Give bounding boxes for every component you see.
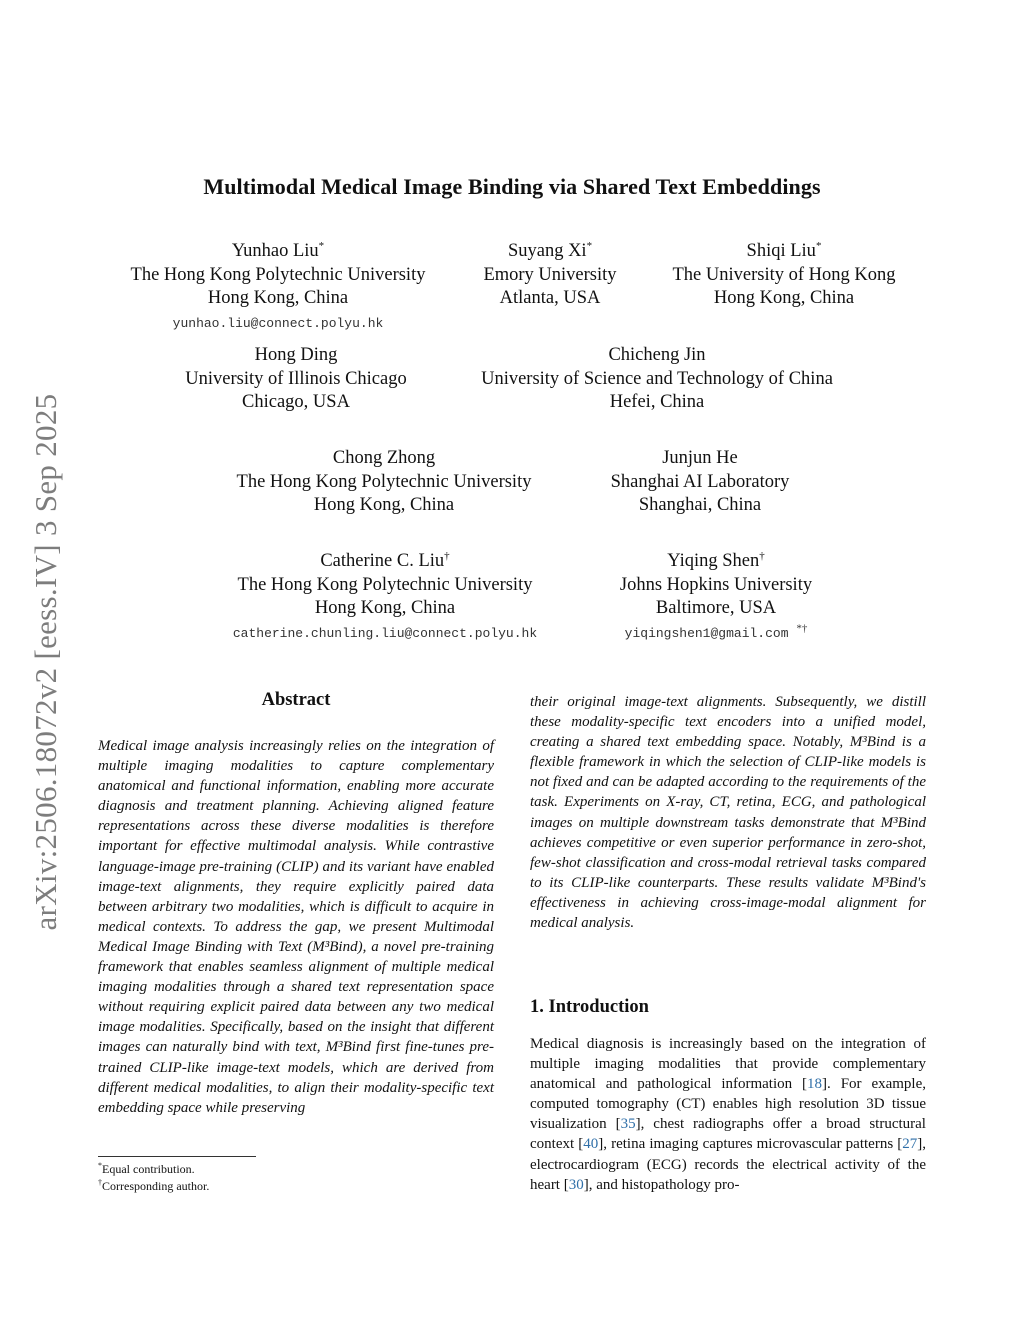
author-name: Suyang Xi — [507, 241, 587, 261]
author-name: Yiqing Shen — [667, 551, 760, 571]
footnote-text: Corresponding author. — [102, 1179, 210, 1193]
author-affiliation: The Hong Kong Polytechnic University — [237, 574, 533, 595]
author-affiliation: Shanghai AI Laboratory — [610, 471, 790, 492]
author-block — [644, 240, 924, 311]
footnote — [98, 1161, 195, 1177]
author-name: Catherine C. Liu — [320, 551, 445, 571]
author-email[interactable]: yunhao.liu@connect.polyu.hk — [172, 315, 384, 331]
author-mark: † — [444, 549, 450, 562]
intro-text: ], retina imaging captures microvascular patterns [ — [598, 1136, 903, 1153]
footnote-rule — [98, 1156, 256, 1157]
author-block — [190, 550, 580, 642]
author-location: Hefei, China — [609, 392, 705, 412]
abstract-left-column: Medical image analysis increasingly relies on the integration of multiple imaging modalities to capture complementary anatomical and functional information, enabling more accurate diagnosis and treatment planning. Achieving aligned feature representations across these diverse modalities is therefore important for effective multimodal analysis. While contrastive language-image pre-training (CLIP) and its variant have enabled image-text alignments, they require explicitly paired data between arbitrary two modalities, which is difficult to acquire in medical contexts. To address the gap, we present Multimodal Medical Image Binding with Text (M³Bind), a novel pre-training framework that enables seamless alignment of multiple medical imaging modalities through a shared text representation space without requiring explicit paired data between any two medical image modalities. Specifically, based on the insight that different images can naturally bind with text, M³Bind first fine-tunes pre-trained CLIP-like image-text models, which are derived from different medical modalities, to align their modality-specific text embedding space while preserving — [98, 738, 494, 1116]
author-location: Hong Kong, China — [713, 288, 855, 308]
author-email[interactable]: yiqingshen1@gmail.com — [624, 625, 789, 641]
author-affiliation: University of Illinois Chicago — [185, 368, 407, 389]
author-block — [156, 344, 436, 415]
footnote-mark: † — [98, 1178, 102, 1187]
author-location: Hong Kong, China — [207, 288, 349, 308]
intro-text: ], chest radiographs offer a broad structural context [ — [530, 1116, 926, 1153]
arxiv-side-stamp: arXiv:2506.18072v2 [eess.IV] 3 Sep 2025 — [28, 393, 63, 931]
author-location: Hong Kong, China — [314, 598, 456, 618]
paper-title: Multimodal Medical Image Binding via Shared Text Embeddings — [203, 174, 821, 199]
author-affiliation: Emory University — [483, 264, 617, 285]
citation-link[interactable]: 40 — [583, 1136, 599, 1153]
introduction-heading: 1. Introduction — [530, 997, 649, 1017]
author-affiliation: The Hong Kong Polytechnic University — [130, 264, 426, 285]
author-mark: * — [586, 239, 593, 252]
intro-text: ], and histopathology pro- — [583, 1176, 740, 1193]
author-name: Junjun He — [662, 448, 738, 468]
author-location: Shanghai, China — [638, 495, 762, 515]
author-name: Chicheng Jin — [608, 345, 706, 365]
author-affiliation: University of Science and Technology of China — [481, 368, 833, 389]
citation-link[interactable]: 18 — [807, 1076, 823, 1093]
author-location: Chicago, USA — [242, 392, 350, 412]
abstract-heading: Abstract — [261, 690, 331, 710]
author-location: Hong Kong, China — [313, 495, 455, 515]
introduction-paragraph — [530, 1034, 926, 1195]
author-name: Chong Zhong — [332, 448, 436, 468]
citation-link[interactable]: 35 — [620, 1116, 636, 1133]
author-mark: * — [318, 239, 325, 252]
citation-link[interactable]: 30 — [568, 1176, 584, 1193]
author-name: Shiqi Liu — [746, 241, 816, 261]
intro-text: Medical diagnosis is increasingly based on the integration of multiple imaging modalities that provide complementary anatomical and pathological information [ — [530, 1036, 926, 1093]
author-block — [590, 447, 810, 518]
author-affiliation: The Hong Kong Polytechnic University — [236, 471, 532, 492]
citation-link[interactable]: 27 — [902, 1136, 918, 1153]
author-mark: * — [815, 239, 822, 252]
author-mark: † — [759, 549, 765, 562]
author-block — [452, 344, 862, 415]
intro-text: ], electrocardiogram (ECG) records the electrical activity of the heart [ — [530, 1136, 926, 1193]
abstract-right-column: their original image-text alignments. Subsequently, we distill these modality-specific text encoders into a unified model, creating a shared text embedding space. Notably, M³Bind is a flexible framework in which the selection of CLIP-like models is not fixed and can be adapted according to the requirements of the task. Experiments on X-ray, CT, retina, ECG, and pathological images on multiple downstream tasks demonstrate that M³Bind achieves competitive or even superior performance in zero-shot, few-shot classification and cross-modal retrieval tasks compared to its CLIP-like counterparts. These results validate M³Bind's effectiveness in achieving cross-image-modal alignment for medical analysis. — [530, 694, 926, 932]
author-email[interactable]: catherine.chunling.liu@connect.polyu.hk — [232, 625, 538, 641]
author-location: Atlanta, USA — [499, 288, 601, 308]
author-name: Hong Ding — [254, 345, 338, 365]
footnote — [98, 1178, 209, 1194]
footnote-mark: * — [98, 1161, 102, 1170]
author-email-mark: *† — [796, 622, 808, 635]
author-block — [596, 550, 836, 642]
intro-text: ]. For example, computed tomography (CT) enables high resolution 3D tissue visualization [ — [530, 1076, 926, 1133]
author-affiliation: The University of Hong Kong — [672, 264, 896, 285]
author-block — [98, 240, 458, 332]
author-block — [450, 240, 650, 311]
author-location: Baltimore, USA — [655, 598, 777, 618]
author-block — [214, 447, 554, 518]
author-name: Yunhao Liu — [231, 241, 319, 261]
footnote-text: Equal contribution. — [102, 1162, 195, 1176]
author-affiliation: Johns Hopkins University — [619, 574, 813, 595]
